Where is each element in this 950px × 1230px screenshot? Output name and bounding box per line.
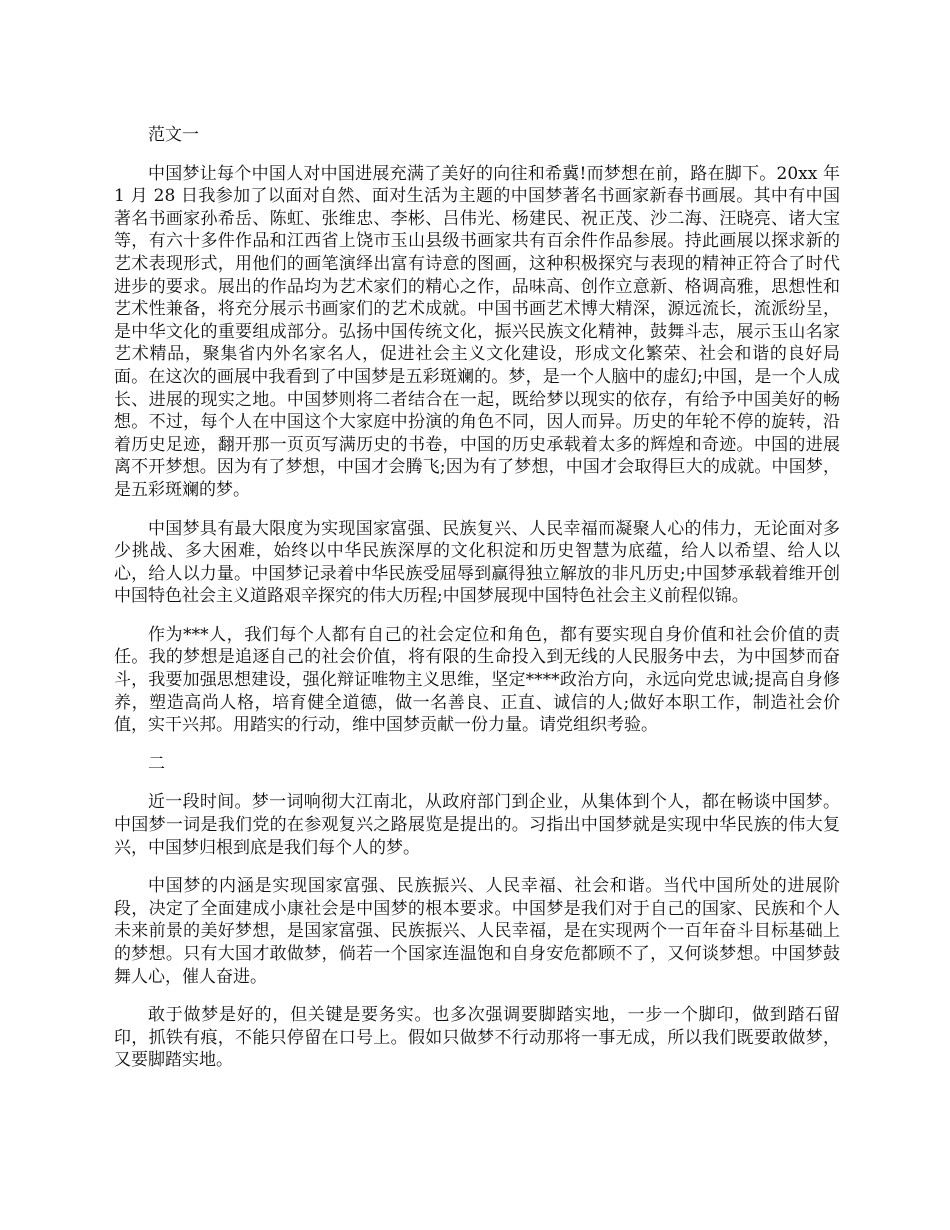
section-title-2: 二	[148, 753, 165, 774]
paragraph: 近一段时间。梦一词响彻大江南北，从政府部门到企业，从集体到个人，都在畅谈中国梦。中国梦一词是我们党的在参观复兴之路展览是提出的。习指出中国梦就是实现中华民族的伟大复兴，中国梦归根到底是我们每个人的梦。	[114, 792, 840, 858]
paragraph: 中国梦具有最大限度为实现国家富强、民族复兴、人民幸福而凝聚人心的伟力，无论面对多少挑战、多大困难，始终以中华民族深厚的文化积淀和历史智慧为底蕴，给人以希望、给人以心，给人以力量。中国梦记录着中华民族受屈辱到赢得独立解放的非凡历史;中国梦承载着维开创中国特色社会主义道路艰辛探究的伟大历程;中国梦展现中国特色社会主义前程似锦。	[114, 518, 840, 607]
paragraph: 作为***人，我们每个人都有自己的社会定位和角色，都有要实现自身价值和社会价值的责任。我的梦想是追逐自己的社会价值，将有限的生命投入到无线的人民服务中去，为中国梦而奋斗，我要加强思想建设，强化辩证唯物主义思维，坚定****政治方向，永远向党忠诚;提高自身修养，塑造高尚人格，培育健全道德，做一名善良、正直、诚信的人;做好本职工作，制造社会价值，实干兴邦。用踏实的行动，维中国梦贡献一份力量。请党组织考验。	[114, 624, 840, 736]
paragraph: 敢于做梦是好的，但关键是要务实。也多次强调要脚踏实地，一步一个脚印，做到踏石留印，抓铁有痕，不能只停留在口号上。假如只做梦不行动那将一事无成，所以我们既要敢做梦，又要脚踏实地。	[114, 1005, 840, 1071]
paragraph: 中国梦的内涵是实现国家富强、民族振兴、人民幸福、社会和谐。当代中国所处的进展阶段，决定了全面建成小康社会是中国梦的根本要求。中国梦是我们对于自己的国家、民族和个人未来前景的美好梦想，是国家富强、民族振兴、人民幸福，是在实现两个一百年奋斗目标基础上的梦想。只有大国才敢做梦，倘若一个国家连温饱和自身安危都顾不了，又何谈梦想。中国梦鼓舞人心，催人奋进。	[114, 876, 840, 987]
document-page	[114, 124, 840, 1088]
paragraph: 中国梦让每个中国人对中国进展充满了美好的向往和希冀!而梦想在前，路在脚下。20xx 年 1 月 28 日我参加了以面对自然、面对生活为主题的中国梦著名书画家新春书画展。其中有中国著名书画家孙希岳、陈虹、张维忠、李彬、吕伟光、杨建民、祝正茂、沙二海、汪晓亮、诸大宝等，有六十多件作品和江西省上饶市玉山县级书画家共有百余件作品参展。持此画展以探求新的艺术表现形式，用他们的画笔演绎出富有诗意的图画，这种积极探究与表现的精神正符合了时代进步的要求。展出的作品均为艺术家们的精心之作，品味高、创作立意新、格调高雅，思想性和艺术性兼备，将充分展示书画家们的艺术成就。中国书画艺术博大精深，源远流长，流派纷呈，是中华文化的重要组成部分。弘扬中国传统文化，振兴民族文化精神，鼓舞斗志，展示玉山名家艺术精品，聚集省内外名家名人，促进社会主义文化建设，形成文化繁荣、社会和谐的良好局面。在这次的画展中我看到了中国梦是五彩斑斓的。梦，是一个人脑中的虚幻;中国，是一个人成长、进展的现实之地。中国梦则将二者结合在一起，既给梦以现实的依存，有给予中国美好的畅想。不过，每个人在中国这个大家庭中扮演的角色不同，因人而异。历史的年轮不停的旋转，沿着历史足迹，翻开那一页页写满历史的书卷，中国的历史承载着太多的辉煌和奇迹。中国的进展离不开梦想。因为有了梦想，中国才会腾飞;因为有了梦想，中国才会取得巨大的成就。中国梦，是五彩斑斓的梦。	[114, 163, 840, 500]
section-title-1: 范文一	[148, 125, 199, 145]
